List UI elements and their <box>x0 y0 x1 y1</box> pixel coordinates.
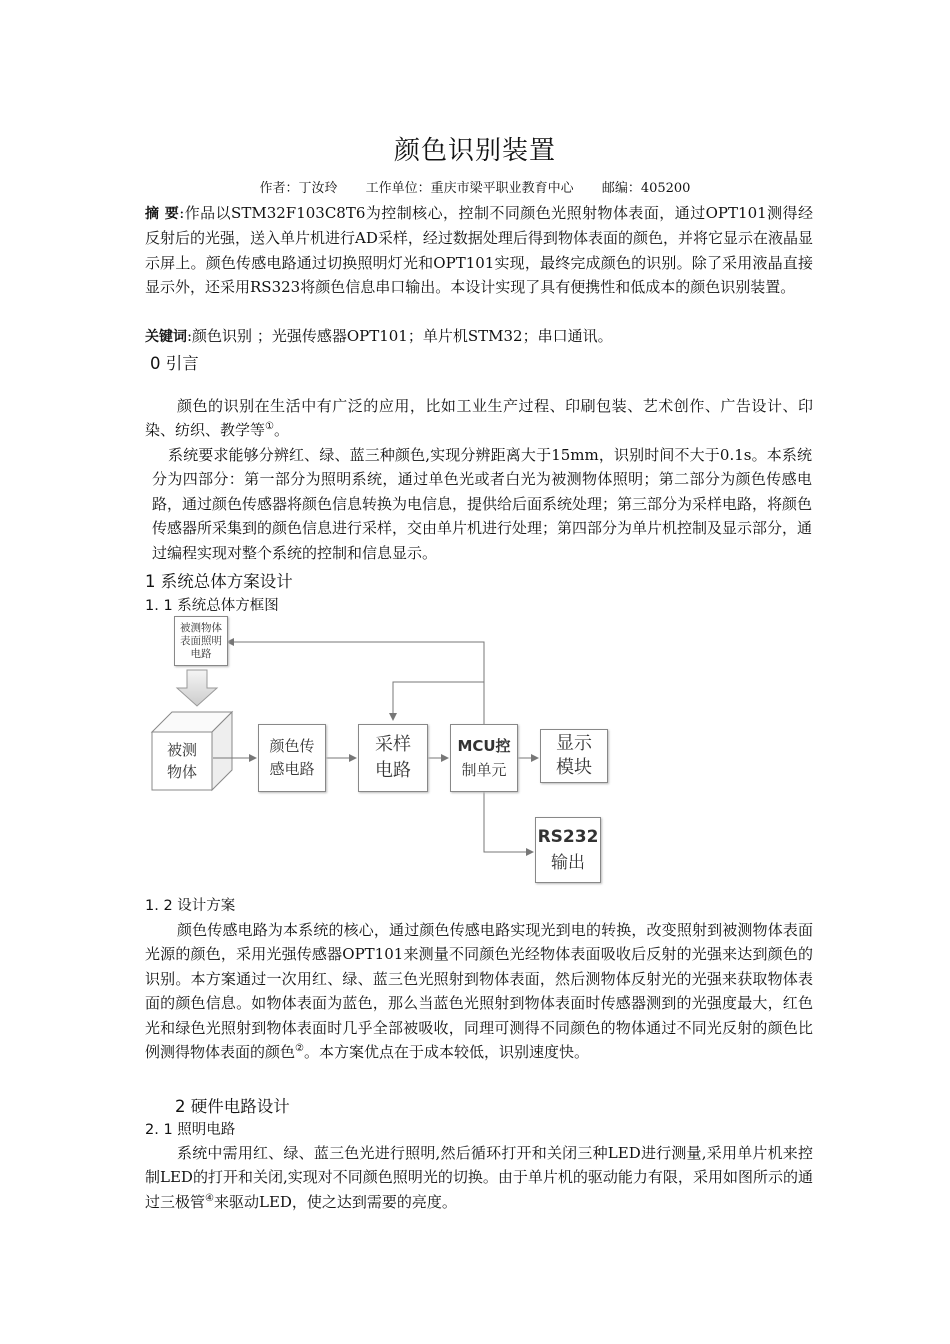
mcu-box <box>450 724 518 792</box>
sampling-line-2: 电路 <box>375 760 411 781</box>
mcu-to-illum-line <box>227 642 484 732</box>
reference-mark: ② <box>295 1043 304 1055</box>
section2-p1-text: 系统中需用红、绿、蓝三色光进行照明,然后循环打开和关闭三种LED进行测量,采用单片机来控制LED的打开和关闭,实现对不同颜色照明光的切换。由于单片机的驱动能力有限，采用如图所示的通过三极管 <box>145 1144 813 1211</box>
document-title: 颜色识别装置 <box>393 136 556 166</box>
illumination-box <box>174 616 228 666</box>
mcu-to-rs232-arrow <box>484 784 533 852</box>
sensor-box <box>258 724 326 792</box>
display-line-2: 模块 <box>556 757 592 778</box>
mcu-line-2: 制单元 <box>461 761 507 779</box>
sampling-box <box>358 724 428 792</box>
section2-1-heading: 2. 1 照明电路 <box>145 1122 236 1138</box>
reference-mark: ① <box>265 421 274 433</box>
section0-paragraph-1 <box>145 394 813 443</box>
illum-line-3: 电路 <box>190 647 212 660</box>
keywords-label: 关键词 <box>145 329 187 345</box>
rs232-line-2: 输出 <box>550 853 585 873</box>
keywords <box>145 324 813 349</box>
section2-paragraph <box>145 1141 813 1214</box>
keywords-text: :颜色识别 ；光强传感器OPT101；单片机STM32；串口通讯。 <box>187 327 613 345</box>
section1-p1-end: 。本方案优点在于成本较低，识别速度快。 <box>303 1043 589 1062</box>
display-box <box>540 729 608 783</box>
illum-line-1: 被测物体 <box>180 621 222 634</box>
sampling-line-1: 采样 <box>375 734 411 755</box>
abstract-text: :作品以STM32F103C8T6为控制核心，控制不同颜色光照射物体表面，通过OPT101测得经反射后的光强，送入单片机进行AD采样，经过数据处理后得到物体表面的颜色，并将它显示在液晶显示屏上。颜色传感电路通过切换照明灯光和OPT101实现，最终完成颜色的识别。除了采用液晶直接显示外，还采用RS323将颜色信息串口输出。本设计实现了具有便携性和低成本的颜色识别装置。 <box>145 204 814 297</box>
display-line-1: 显示 <box>556 733 592 754</box>
author-name: 作者：丁汝玲 <box>259 181 338 196</box>
sensor-line-1: 颜色传 <box>269 737 315 755</box>
section0-heading: 0 引言 <box>150 354 199 373</box>
section2-p1-end: 来驱动LED，使之达到需要的亮度。 <box>213 1192 457 1211</box>
section1-heading: 1 系统总体方案设计 <box>145 572 293 591</box>
object-label <box>153 739 211 783</box>
rs232-line-1: RS232 <box>537 827 599 847</box>
object-line-1: 被测 <box>166 741 197 759</box>
illum-line-2: 表面照明 <box>180 634 222 647</box>
system-block-diagram <box>145 612 645 892</box>
mcu-line-1: MCU控 <box>457 737 511 755</box>
sensor-line-2: 感电路 <box>269 760 315 778</box>
section1-2-heading: 1. 2 设计方案 <box>145 898 236 914</box>
abstract-label: 摘 要 <box>145 206 180 222</box>
author-unit: 工作单位：重庆市梁平职业教育中心 <box>365 181 574 196</box>
section0-p1-text: 颜色的识别在生活中有广泛的应用，比如工业生产过程、印刷包装、艺术创作、广告设计、印染、纺织、教学等 <box>145 397 813 440</box>
author-postcode: 邮编：405200 <box>601 181 691 196</box>
object-line-2: 物体 <box>166 763 197 781</box>
illumination-arrow-icon <box>177 670 217 706</box>
section2-heading: 2 硬件电路设计 <box>175 1097 290 1116</box>
section1-1-heading: 1. 1 系统总体方框图 <box>145 598 279 614</box>
section1-p1-text: 颜色传感电路为本系统的核心，通过颜色传感电路实现光到电的转换，改变照射到被测物体表面光源的颜色，采用光强传感器OPT101来测量不同颜色光经物体表面吸收后反射的光强来达到颜色的识别。本方案通过一次用红、绿、蓝三色光照射到物体表面，然后测物体反射光的光强来获取物体表面的颜色信息。如物体表面为蓝色，那么当蓝色光照射到物体表面时传感器测到的光强度最大，红色光和绿色光照射到物体表面时几乎全部被吸收，同理可测得不同颜色的物体通过不同光反射的颜色比例测得物体表面的颜色 <box>145 921 813 1062</box>
section1-paragraph <box>145 918 813 1064</box>
section0-paragraph-2: 系统要求能够分辨红、绿、蓝三种颜色,实现分辨距离大于15mm，识别时间不大于0.1s。本系统分为四部分：第一部分为照明系统，通过单色光或者白光为被测物体照明；第二部分为颜色传感电路，通过颜色传感器将颜色信息转换为电信息，提供给后面系统处理；第三部分为采样电路，将颜色传感器所采集到的颜色信息进行采样，交由单片机进行处理；第四部分为单片机控制及显示部分，通过编程实现对整个系统的控制和信息显示。 <box>152 446 813 562</box>
reference-mark: ④ <box>205 1192 214 1204</box>
author-line <box>0 177 950 196</box>
rs232-box <box>535 817 601 883</box>
section0-p1-end: 。 <box>273 421 289 440</box>
abstract <box>145 201 813 300</box>
